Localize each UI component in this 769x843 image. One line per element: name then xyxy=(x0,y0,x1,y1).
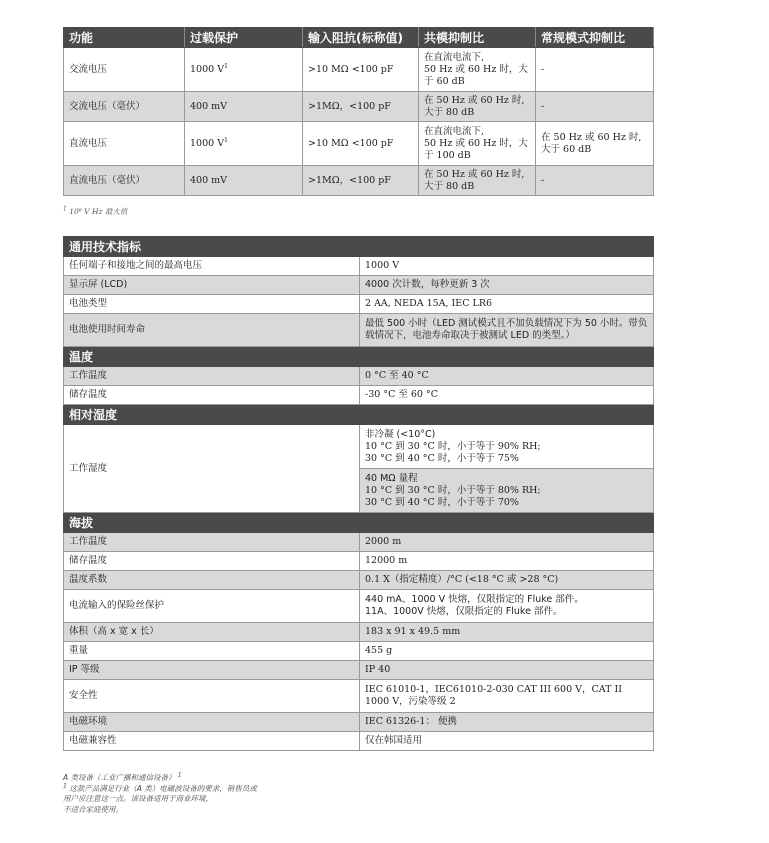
spec-value: 0.1 X（指定精度）/°C (<18 °C 或 >28 °C) xyxy=(360,571,654,590)
bottom-footnotes xyxy=(63,773,257,815)
spec-value: IEC 61326-1： 便携 xyxy=(360,713,654,732)
table-row xyxy=(64,386,654,405)
overload-cell xyxy=(185,48,303,92)
table1-header-row xyxy=(64,28,654,48)
cmrr-cell xyxy=(419,48,536,92)
overload-value: 1000 V xyxy=(190,63,225,75)
overload-value: 1000 V xyxy=(190,137,225,149)
spec-value: IP 40 xyxy=(360,661,654,680)
spec-label: 重量 xyxy=(64,642,360,661)
table-row xyxy=(64,92,654,122)
table-row xyxy=(64,276,654,295)
spec-value: 0 °C 至 40 °C xyxy=(360,367,654,386)
table-row xyxy=(64,661,654,680)
spec-label: 电池使用时间寿命 xyxy=(64,314,360,347)
table-row xyxy=(64,48,654,92)
table-row xyxy=(64,642,654,661)
section-header-altitude xyxy=(64,513,654,533)
section-header-humidity xyxy=(64,405,654,425)
spec-value: 183 x 91 x 49.5 mm xyxy=(360,623,654,642)
header-cmrr: 共模抑制比 xyxy=(419,28,536,48)
section-header-temperature xyxy=(64,347,654,367)
footnote-line xyxy=(63,773,257,784)
cmrr-line: 在 50 Hz 或 60 Hz 时, xyxy=(424,94,525,106)
spec-label: 温度系数 xyxy=(64,571,360,590)
table-row xyxy=(64,732,654,751)
function-cell: 直流电压（毫伏） xyxy=(64,166,185,196)
function-cell: 交流电压（毫伏） xyxy=(64,92,185,122)
cmrr-line: 50 Hz 或 60 Hz 时，大 xyxy=(424,137,528,149)
humidity-line: 10 °C 到 30 °C 时，小于等于 80% RH; xyxy=(365,484,541,496)
header-function: 功能 xyxy=(64,28,185,48)
spec-value: 12000 m xyxy=(360,552,654,571)
header-impedance: 输入阻抗(标称值) xyxy=(303,28,419,48)
spec-value: 440 mA、1000 V 快熔，仅限指定的 Fluke 部件。 11A、1000V 快熔，仅限指定的 Fluke 部件。 xyxy=(360,590,654,623)
footnote-mark: 1 xyxy=(63,205,67,213)
spec-value: 最低 500 小时（LED 测试模式且不加负载情况下为 50 小时。带负载情况下，电池寿命取决于被测试 LED 的类型。） xyxy=(360,314,654,347)
table-row xyxy=(64,295,654,314)
cmrr-line: 于 100 dB xyxy=(424,149,471,161)
table-row xyxy=(64,623,654,642)
table-row xyxy=(64,590,654,623)
footnote-mark: 1 xyxy=(177,771,182,779)
spec-label: 安全性 xyxy=(64,680,360,713)
spec-label: 任何端子和接地之间的最高电压 xyxy=(64,257,360,276)
spec-label: 体积（高 x 宽 x 长） xyxy=(64,623,360,642)
cmrr-line: 于 60 dB xyxy=(424,75,465,87)
overload-value: 400 mV xyxy=(190,100,228,112)
overload-cell xyxy=(185,122,303,166)
spec-label: 电磁环境 xyxy=(64,713,360,732)
spec-value: 2 AA, NEDA 15A, IEC LR6 xyxy=(360,295,654,314)
spec-value xyxy=(360,469,654,513)
footnote-line xyxy=(63,784,257,795)
table1-footnote xyxy=(63,206,127,217)
spec-value: -30 °C 至 60 °C xyxy=(360,386,654,405)
function-cell: 直流电压 xyxy=(64,122,185,166)
general-spec-table xyxy=(63,236,654,751)
spec-value: 1000 V xyxy=(360,257,654,276)
table-row xyxy=(64,680,654,713)
spec-label: 电流输入的保险丝保护 xyxy=(64,590,360,623)
table-row xyxy=(64,552,654,571)
cmrr-line: 大于 80 dB xyxy=(424,180,475,192)
spec-value xyxy=(360,425,654,469)
suppression-spec-table xyxy=(63,27,654,196)
footnote-mark: 1 xyxy=(63,782,67,789)
nmrr-cell: - xyxy=(536,166,654,196)
cmrr-cell xyxy=(419,122,536,166)
spec-label: 储存温度 xyxy=(64,386,360,405)
impedance-cell: >10 MΩ <100 pF xyxy=(303,122,419,166)
header-nmrr: 常规模式抑制比 xyxy=(536,28,654,48)
humidity-line: 30 °C 到 40 °C 时，小于等于 75% xyxy=(365,452,519,464)
function-cell: 交流电压 xyxy=(64,48,185,92)
humidity-line: 30 °C 到 40 °C 时，小于等于 70% xyxy=(365,496,519,508)
nmrr-cell: - xyxy=(536,92,654,122)
cmrr-line: 在直流电流下, xyxy=(424,125,485,137)
cmrr-cell xyxy=(419,92,536,122)
spec-value: 4000 次计数，每秒更新 3 次 xyxy=(360,276,654,295)
cmrr-line: 在直流电流下, xyxy=(424,51,485,63)
spec-label: 工作温度 xyxy=(64,367,360,386)
spec-label: 电池类型 xyxy=(64,295,360,314)
table-row xyxy=(64,122,654,166)
section-title: 温度 xyxy=(64,347,654,367)
spec-label: 储存温度 xyxy=(64,552,360,571)
humidity-line: 10 °C 到 30 °C 时，小于等于 90% RH; xyxy=(365,440,541,452)
table-row xyxy=(64,425,654,469)
cmrr-line: 50 Hz 或 60 Hz 时，大 xyxy=(424,63,528,75)
footnote-line: 不适合家庭使用。 xyxy=(63,804,123,814)
humidity-line: 40 MΩ 量程 xyxy=(365,472,418,484)
spec-label: IP 等级 xyxy=(64,661,360,680)
cmrr-line: 在 50 Hz 或 60 Hz 时, xyxy=(424,168,525,180)
spec-label: 电磁兼容性 xyxy=(64,732,360,751)
nmrr-cell: 在 50 Hz 或 60 Hz 时, 大于 60 dB xyxy=(536,122,654,166)
spec-label: 显示屏 (LCD) xyxy=(64,276,360,295)
footnote-mark: 1 xyxy=(224,62,228,70)
footnote-text: A 类设备（工业广播和通信设备） xyxy=(63,773,176,782)
footnote-text: 这款产品满足行业（A 类）电磁波设备的要求，销售员或 xyxy=(69,783,257,793)
spec-value: IEC 61010-1，IEC61010-2-030 CAT III 600 V，CAT II 1000 V，污染等级 2 xyxy=(360,680,654,713)
table-row xyxy=(64,314,654,347)
table-row xyxy=(64,257,654,276)
spec-label: 工作湿度 xyxy=(64,425,360,513)
table-row xyxy=(64,571,654,590)
impedance-cell: >1MΩ，<100 pF xyxy=(303,92,419,122)
overload-value: 400 mV xyxy=(190,174,228,186)
nmrr-cell: - xyxy=(536,48,654,92)
spec-value: 仅在韩国适用 xyxy=(360,732,654,751)
table-row xyxy=(64,533,654,552)
section-title: 相对湿度 xyxy=(64,405,654,425)
spec-value: 455 g xyxy=(360,642,654,661)
impedance-cell: >10 MΩ <100 pF xyxy=(303,48,419,92)
humidity-line: 非冷凝 (<10°C) xyxy=(365,428,436,440)
section-title: 通用技术指标 xyxy=(64,237,654,257)
section-title: 海拔 xyxy=(64,513,654,533)
overload-cell xyxy=(185,92,303,122)
section-header-general xyxy=(64,237,654,257)
cmrr-cell xyxy=(419,166,536,196)
table-row xyxy=(64,713,654,732)
overload-cell xyxy=(185,166,303,196)
header-overload: 过载保护 xyxy=(185,28,303,48)
table-row xyxy=(64,367,654,386)
spec-value: 2000 m xyxy=(360,533,654,552)
cmrr-line: 大于 80 dB xyxy=(424,106,475,118)
spec-label: 工作温度 xyxy=(64,533,360,552)
footnote-text: 10⁶ V Hz 最大值 xyxy=(69,207,128,216)
footnote-line: 用户应注意这一点。该设备适用于商业环境， xyxy=(63,794,213,803)
footnote-mark: 1 xyxy=(224,136,228,144)
impedance-cell: >1MΩ，<100 pF xyxy=(303,166,419,196)
table-row xyxy=(64,166,654,196)
